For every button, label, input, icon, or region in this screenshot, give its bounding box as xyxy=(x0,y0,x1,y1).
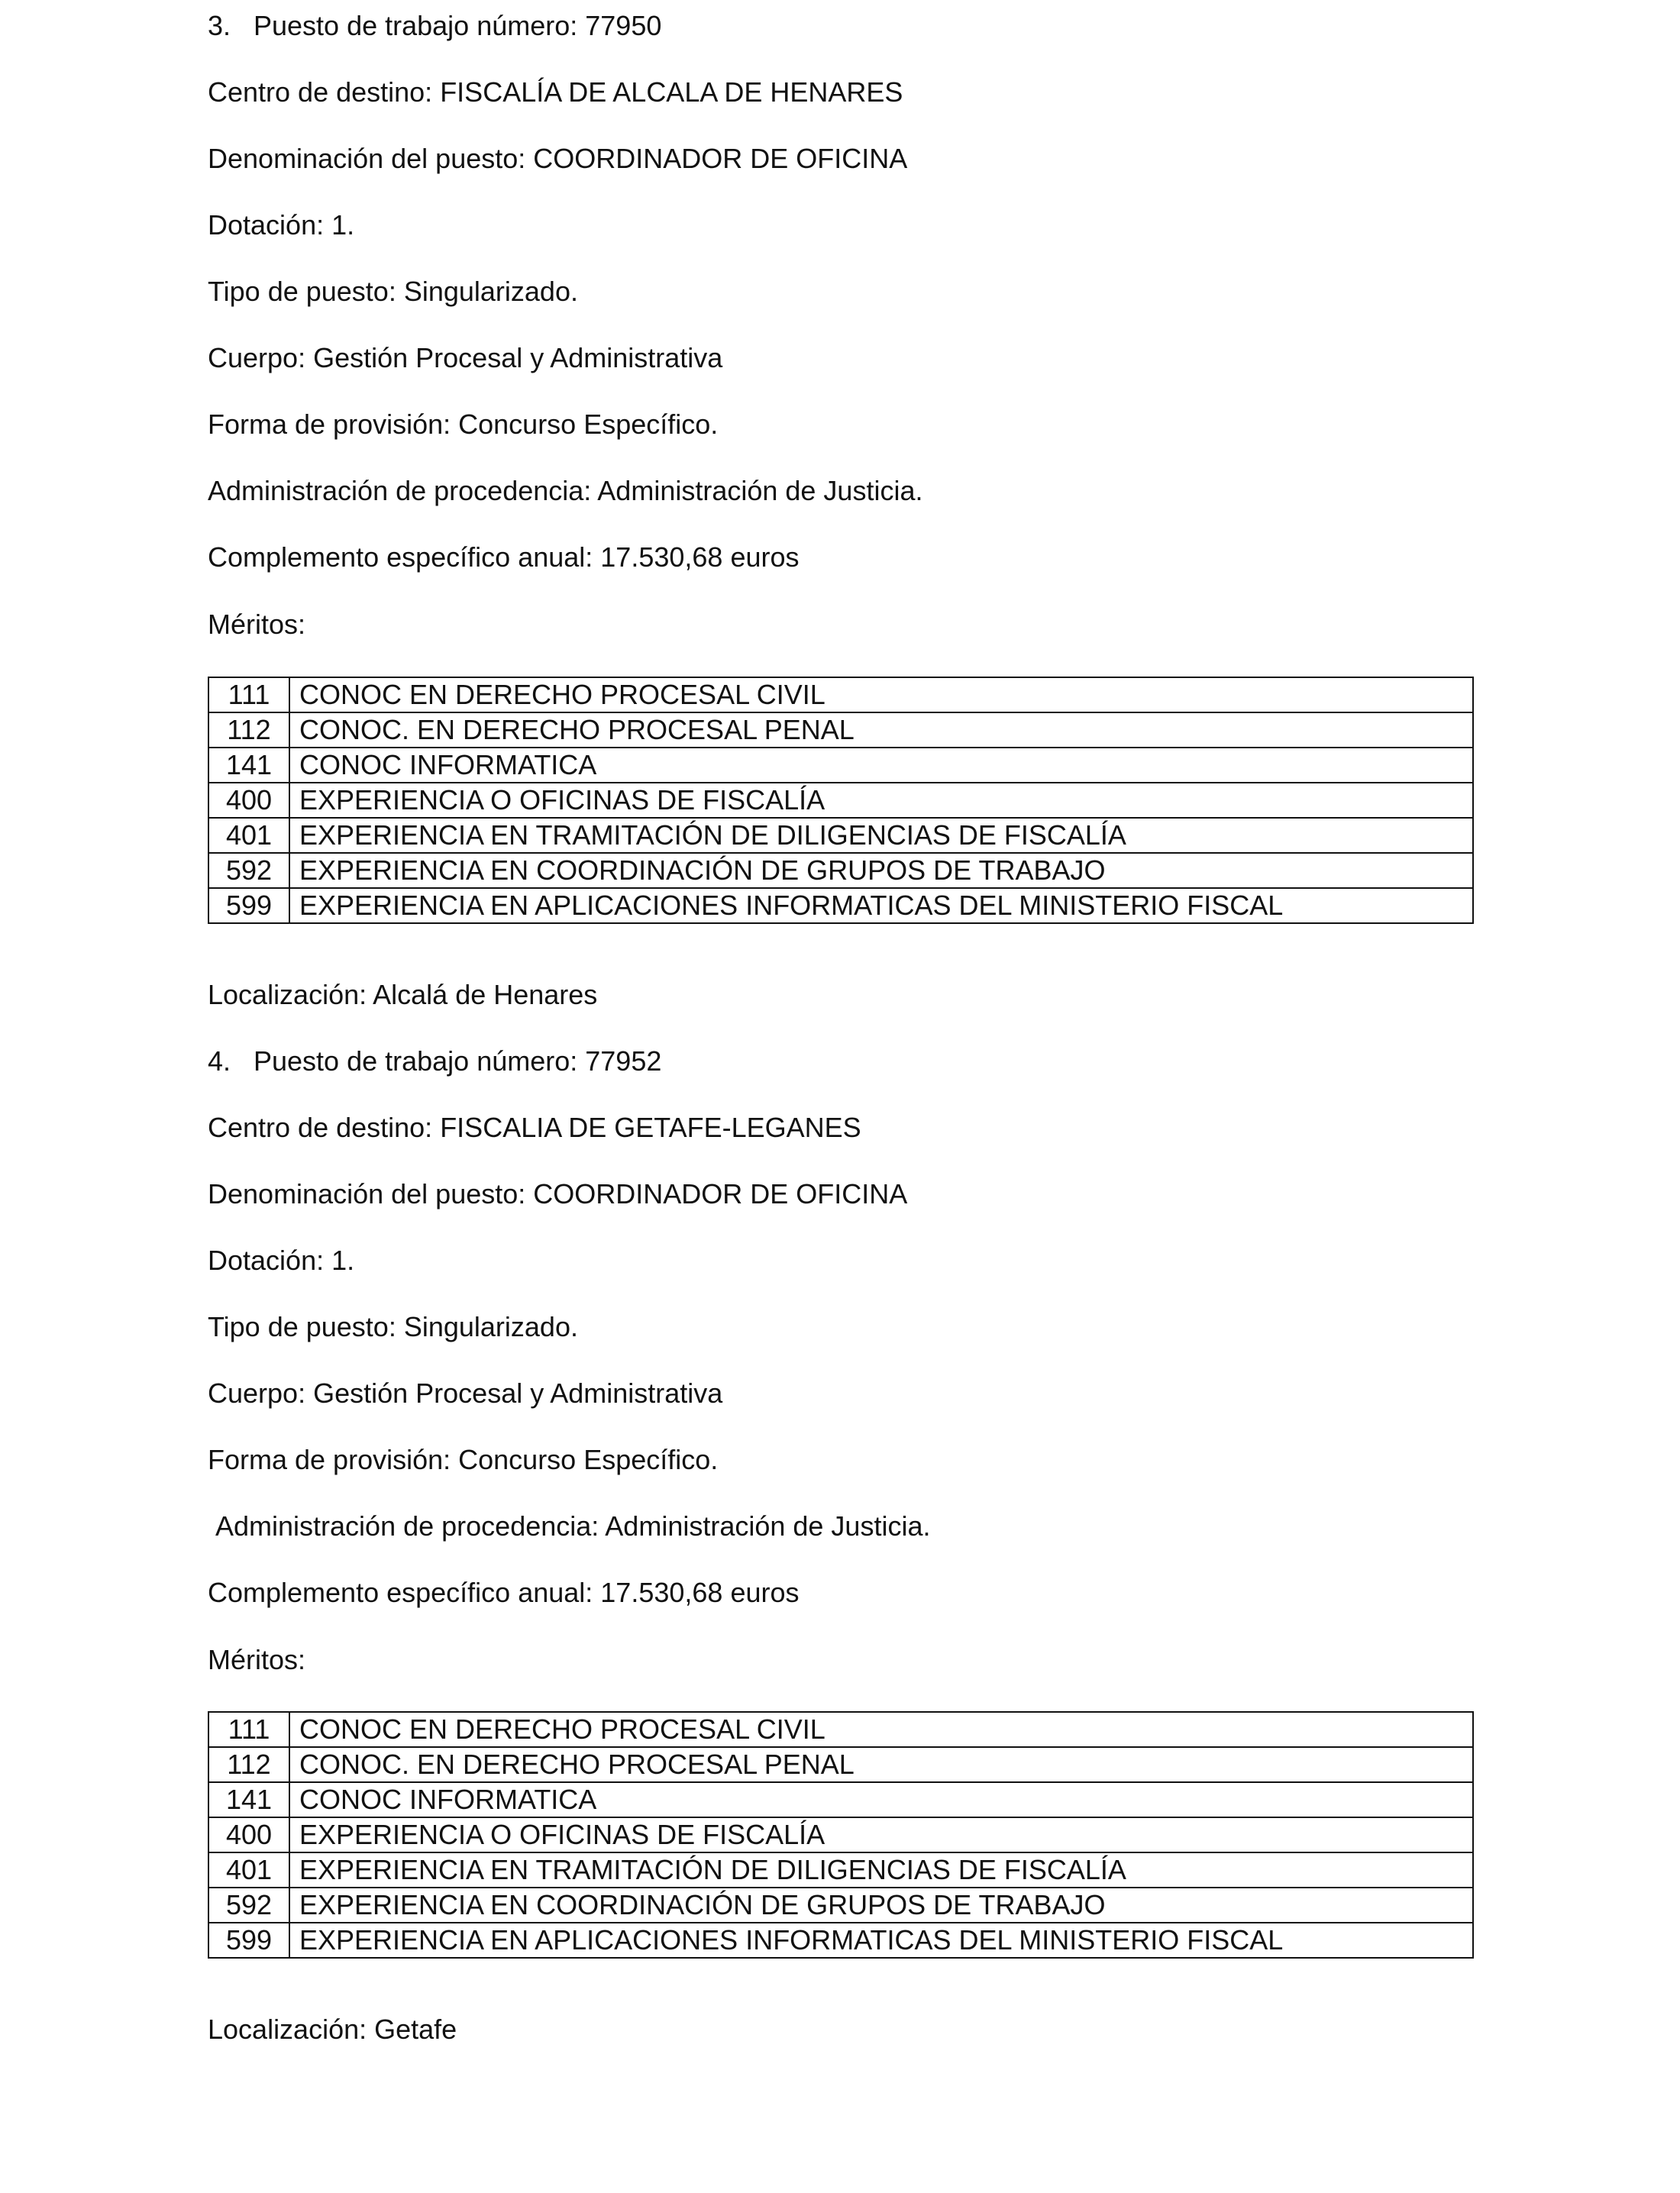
merito-code: 141 xyxy=(208,748,289,783)
merito-desc: CONOC EN DERECHO PROCESAL CIVIL xyxy=(289,1712,1473,1747)
posting-heading xyxy=(208,1045,661,1078)
administracion-procedencia: Administración de procedencia: Administración de Justicia. xyxy=(208,475,923,506)
merito-desc: EXPERIENCIA O OFICINAS DE FISCALÍA xyxy=(289,1817,1473,1852)
table-row xyxy=(208,1923,1473,1958)
merito-code: 112 xyxy=(208,1747,289,1782)
table-row xyxy=(208,1817,1473,1852)
table-row xyxy=(208,783,1473,818)
merito-desc: EXPERIENCIA EN APLICACIONES INFORMATICAS DEL MINISTERIO FISCAL xyxy=(289,1923,1473,1958)
merito-desc: CONOC. EN DERECHO PROCESAL PENAL xyxy=(289,1747,1473,1782)
merito-desc: EXPERIENCIA EN COORDINACIÓN DE GRUPOS DE TRABAJO xyxy=(289,853,1473,888)
forma-provision: Forma de provisión: Concurso Específico. xyxy=(208,1444,719,1475)
posting-number: 3. xyxy=(208,10,231,41)
merito-code: 112 xyxy=(208,712,289,748)
posting-title: Puesto de trabajo número: 77952 xyxy=(254,1045,662,1077)
administracion-procedencia: Administración de procedencia: Administración de Justicia. xyxy=(215,1510,931,1542)
table-row xyxy=(208,712,1473,748)
table-row xyxy=(208,888,1473,923)
table-row xyxy=(208,853,1473,888)
cuerpo: Cuerpo: Gestión Procesal y Administrativa xyxy=(208,342,723,373)
posting-title: Puesto de trabajo número: 77950 xyxy=(254,10,662,41)
dotacion: Dotación: 1. xyxy=(208,1245,355,1276)
merito-code: 592 xyxy=(208,853,289,888)
meritos-table xyxy=(208,677,1474,924)
merito-desc: CONOC INFORMATICA xyxy=(289,748,1473,783)
merito-desc: EXPERIENCIA O OFICINAS DE FISCALÍA xyxy=(289,783,1473,818)
table-row xyxy=(208,1852,1473,1888)
merito-code: 400 xyxy=(208,783,289,818)
tipo-puesto: Tipo de puesto: Singularizado. xyxy=(208,276,578,307)
centro-destino: Centro de destino: FISCALIA DE GETAFE-LEGANES xyxy=(208,1112,861,1143)
merito-code: 599 xyxy=(208,888,289,923)
merito-desc: EXPERIENCIA EN TRAMITACIÓN DE DILIGENCIAS DE FISCALÍA xyxy=(289,1852,1473,1888)
tipo-puesto: Tipo de puesto: Singularizado. xyxy=(208,1311,578,1342)
table-row xyxy=(208,818,1473,853)
table-row xyxy=(208,1712,1473,1747)
table-row xyxy=(208,677,1473,712)
merito-code: 111 xyxy=(208,677,289,712)
forma-provision: Forma de provisión: Concurso Específico. xyxy=(208,409,719,440)
meritos-label: Méritos: xyxy=(208,609,306,640)
dotacion: Dotación: 1. xyxy=(208,209,355,241)
merito-desc: EXPERIENCIA EN APLICACIONES INFORMATICAS DEL MINISTERIO FISCAL xyxy=(289,888,1473,923)
merito-desc: CONOC EN DERECHO PROCESAL CIVIL xyxy=(289,677,1473,712)
merito-code: 400 xyxy=(208,1817,289,1852)
localizacion: Localización: Alcalá de Henares xyxy=(208,979,598,1010)
posting-number: 4. xyxy=(208,1045,231,1077)
merito-code: 141 xyxy=(208,1782,289,1817)
table-row xyxy=(208,748,1473,783)
table-row xyxy=(208,1888,1473,1923)
complemento-especifico: Complemento específico anual: 17.530,68 euros xyxy=(208,541,800,573)
merito-desc: CONOC INFORMATICA xyxy=(289,1782,1473,1817)
posting-heading xyxy=(208,9,661,43)
centro-destino: Centro de destino: FISCALÍA DE ALCALA DE HENARES xyxy=(208,76,903,108)
merito-code: 111 xyxy=(208,1712,289,1747)
meritos-table xyxy=(208,1711,1474,1959)
meritos-label: Méritos: xyxy=(208,1644,306,1675)
denominacion-puesto: Denominación del puesto: COORDINADOR DE OFICINA xyxy=(208,143,908,174)
merito-desc: EXPERIENCIA EN TRAMITACIÓN DE DILIGENCIAS DE FISCALÍA xyxy=(289,818,1473,853)
cuerpo: Cuerpo: Gestión Procesal y Administrativa xyxy=(208,1377,723,1409)
table-row xyxy=(208,1782,1473,1817)
merito-code: 401 xyxy=(208,1852,289,1888)
merito-desc: EXPERIENCIA EN COORDINACIÓN DE GRUPOS DE TRABAJO xyxy=(289,1888,1473,1923)
merito-code: 592 xyxy=(208,1888,289,1923)
merito-desc: CONOC. EN DERECHO PROCESAL PENAL xyxy=(289,712,1473,748)
denominacion-puesto: Denominación del puesto: COORDINADOR DE OFICINA xyxy=(208,1178,908,1210)
merito-code: 401 xyxy=(208,818,289,853)
complemento-especifico: Complemento específico anual: 17.530,68 euros xyxy=(208,1577,800,1608)
table-row xyxy=(208,1747,1473,1782)
localizacion: Localización: Getafe xyxy=(208,2014,457,2045)
merito-code: 599 xyxy=(208,1923,289,1958)
